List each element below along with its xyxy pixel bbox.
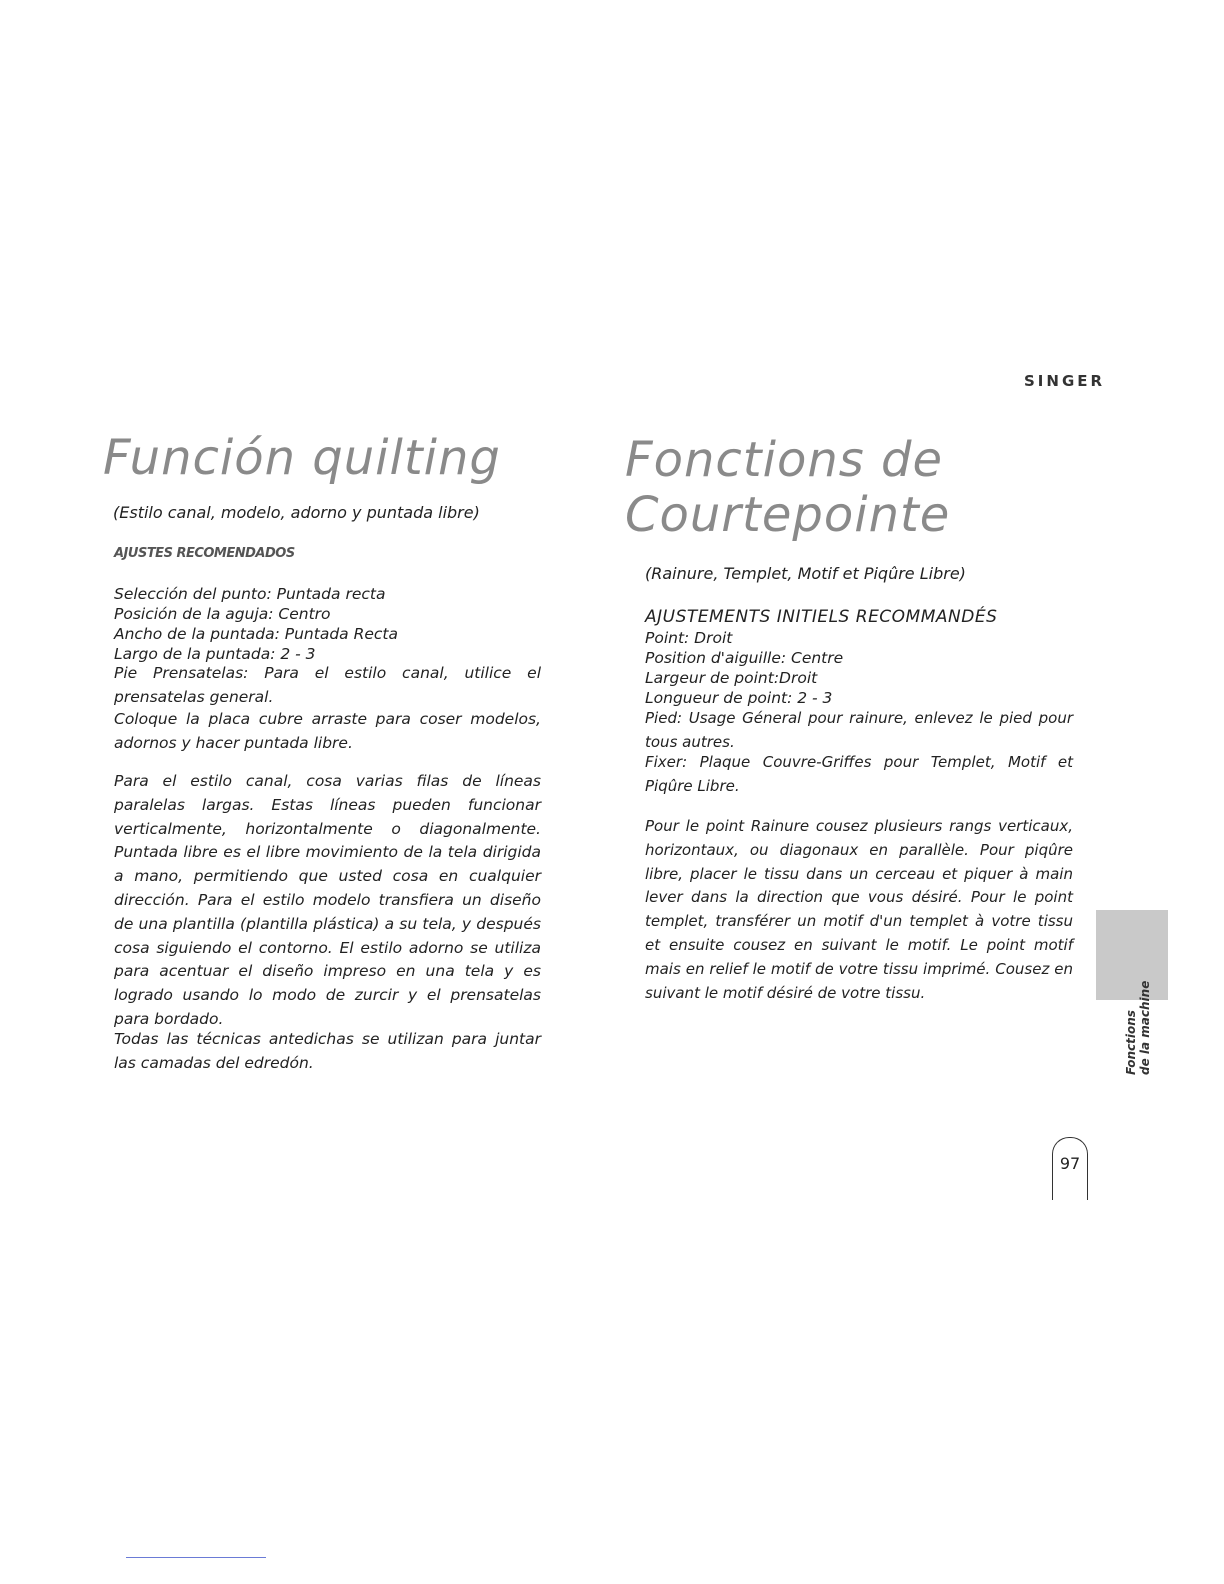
setting-line: Position d'aiguille: Centre — [645, 649, 844, 667]
section-heading-fr: AJUSTEMENTS INITIELS RECOMMANDÉS — [645, 607, 998, 627]
paragraph-es-3: Para el estilo canal, cosa varias filas de líneas paralelas largas. Estas líneas pueden funcionar verticalmente, horizontalmente o diagonalmente. Puntada libre es el libre movimiento de la tela dirigida a mano, permitiendo que usted cosa en cualquier dirección. Para el estilo modelo transfiera un diseño de una plantilla (plantilla plástica) a su tela, y después cosa siguiendo el contorno. El estilo adorno se utiliza para acentuar el diseño impreso en una tela y es logrado usando lo modo de zurcir y el prensatelas para bordado. — [114, 772, 541, 1028]
settings-list-fr — [645, 628, 1075, 708]
chapter-tab-label-2: de la machine — [1138, 980, 1152, 1075]
settings-list-es — [114, 584, 544, 664]
paragraph-es-4: Todas las técnicas antedichas se utilizan para juntar las camadas del edredón. — [114, 1030, 541, 1072]
setting-line: Longueur de point: 2 - 3 — [645, 689, 833, 707]
subtitle-fr: (Rainure, Templet, Motif et Piqûre Libre) — [645, 564, 966, 583]
section-heading-es: AJUSTES RECOMENDADOS — [114, 546, 295, 561]
footnote-divider — [126, 1557, 266, 1558]
brand-logo: SINGER — [1024, 372, 1106, 390]
page-number: 97 — [1059, 1154, 1081, 1173]
paragraph-es-2: Coloque la placa cubre arraste para coser modelos, adornos y hacer puntada libre. — [114, 710, 541, 752]
chapter-tab-label-1: Fonctions — [1124, 1010, 1138, 1075]
setting-line: Largeur de point:Droit — [645, 669, 818, 687]
page-title-fr-line1: Fonctions de — [625, 432, 943, 488]
subtitle-es: (Estilo canal, modelo, adorno y puntada libre) — [113, 503, 480, 522]
paragraph-fr-1: Pied: Usage Géneral pour rainure, enlevez le pied pour tous autres. — [645, 709, 1073, 751]
setting-line: Point: Droit — [645, 629, 733, 647]
chapter-tab — [1096, 910, 1168, 1075]
chapter-tab-shade — [1096, 910, 1168, 1000]
setting-line: Selección del punto: Puntada recta — [114, 585, 386, 603]
setting-line: Ancho de la puntada: Puntada Recta — [114, 625, 399, 643]
paragraph-es-1: Pie Prensatelas: Para el estilo canal, utilice el prensatelas general. — [114, 664, 541, 706]
paragraph-fr-3: Pour le point Rainure cousez plusieurs rangs verticaux, horizontaux, ou diagonaux en parallèle. Pour piqûre libre, placer le tissu dans un cerceau et piquer à main lever dans la direction que vous désiré. Pour le point templet, transférer un motif d'un templet à votre tissu et ensuite cousez en suivant le motif. Le point motif mais en relief le motif de votre tissu imprimé. Cousez en suivant le motif désiré de votre tissu. — [645, 817, 1073, 1002]
page-title-es: Función quilting — [103, 430, 501, 486]
paragraph-fr-2: Fixer: Plaque Couvre-Griffes pour Templet, Motif et Piqûre Libre. — [645, 753, 1073, 795]
page-title-fr-line2: Courtepointe — [625, 487, 951, 543]
page-number-badge — [1052, 1137, 1088, 1200]
setting-line: Largo de la puntada: 2 - 3 — [114, 645, 316, 663]
setting-line: Posición de la aguja: Centro — [114, 605, 331, 623]
